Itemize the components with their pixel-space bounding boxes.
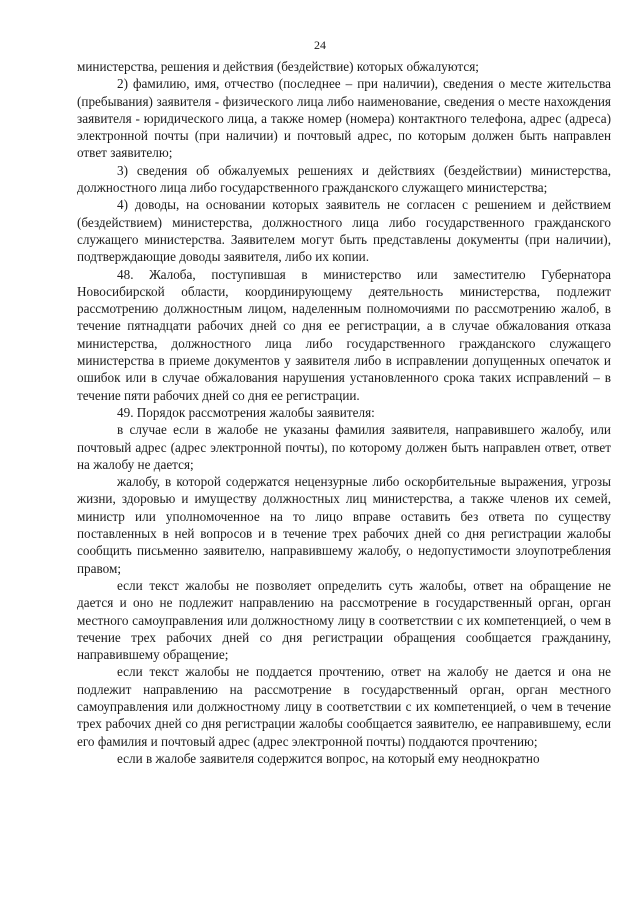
page-number: 24 xyxy=(314,38,326,52)
paragraph-clause-49: 49. Порядок рассмотрения жалобы заявителя: xyxy=(117,404,375,420)
paragraph-repeated-question-case: если в жалобе заявителя содержится вопрос, на который ему неоднократно xyxy=(117,750,540,766)
paragraph-item-2: 2) фамилию, имя, отчество (последнее – при наличии), сведения о месте жительства (пребывания) заявителя - физического лица либо наименование, сведения о месте нахождения заявителя - юридического лица, а также номер (номера) контактного телефона, адрес (адреса) электронной почты (при наличии) и почтовый адрес, по которым должен быть направлен ответ заявителю; xyxy=(77,76,611,161)
paragraph-continuation: министерства, решения и действия (бездействие) которых обжалуются; xyxy=(77,59,479,74)
paragraph-unclear-essence-case: если текст жалобы не позволяет определить суть жалобы, ответ на обращение не дается и оно не подлежит направлению на рассмотрение в государственный орган, орган местного самоуправления или должностному лицу в соответствии с их компетенцией, о чем в течение трех рабочих дней со дня регистрации обращения сообщается гражданину, направившему обращение; xyxy=(77,577,611,663)
paragraph-item-4: 4) доводы, на основании которых заявитель не согласен с решением и действием (бездействием) министерства, должностного лица либо государственного гражданского служащего министерства. Заявителем могут быть представлены документы (при наличии), подтверждающие доводы заявителя, либо их копии. xyxy=(77,197,611,265)
paragraph-item-3: 3) сведения об обжалуемых решениях и действиях (бездействии) министерства, должностного лица либо государственного гражданского служащего министерства; xyxy=(77,162,611,196)
paragraph-no-name-case: в случае если в жалобе не указаны фамилия заявителя, направившего жалобу, или почтовый адрес (адрес электронной почты), по которому должен быть направлен ответ, ответ на жалобу не дается; xyxy=(77,422,611,472)
document-body xyxy=(77,58,611,767)
paragraph-offensive-case: жалобу, в которой содержатся нецензурные либо оскорбительные выражения, угрозы жизни, здоровью и имуществу должностных лиц министерства, а также членов их семей, министр или уполномоченное на то лицо вправе оставить без ответа по существу поставленных в ней вопросов и в течение трех рабочих дней со дня регистрации жалобы сообщить письменно заявителю, направившему жалобу, о недопустимости злоупотребления правом; xyxy=(77,474,611,576)
paragraph-clause-48: 48. Жалоба, поступившая в министерство или заместителю Губернатора Новосибирской области, координирующему деятельность министерства, подлежит рассмотрению должностным лицом, наделенным полномочиями по рассмотрению жалоб, в течение пятнадцати рабочих дней со дня ее регистрации, а в случае обжалования отказа министерства, должностного лица либо государственного гражданского служащего министерства в приеме документов у заявителя либо в исправлении допущенных опечаток и ошибок или в случае обжалования нарушения установленного срока таких исправлений – в течение пяти рабочих дней со дня ее регистрации. xyxy=(77,266,611,403)
paragraph-unreadable-case: если текст жалобы не поддается прочтению, ответ на жалобу не дается и она не подлежит направлению на рассмотрение в государственный орган, орган местного самоуправления или должностному лицу в соответствии с их компетенцией, о чем в течение трех рабочих дней со дня регистрации жалобы сообщается заявителю, ее направившему, если его фамилия и почтовый адрес (адрес электронной почты) поддаются прочтению; xyxy=(77,664,611,749)
